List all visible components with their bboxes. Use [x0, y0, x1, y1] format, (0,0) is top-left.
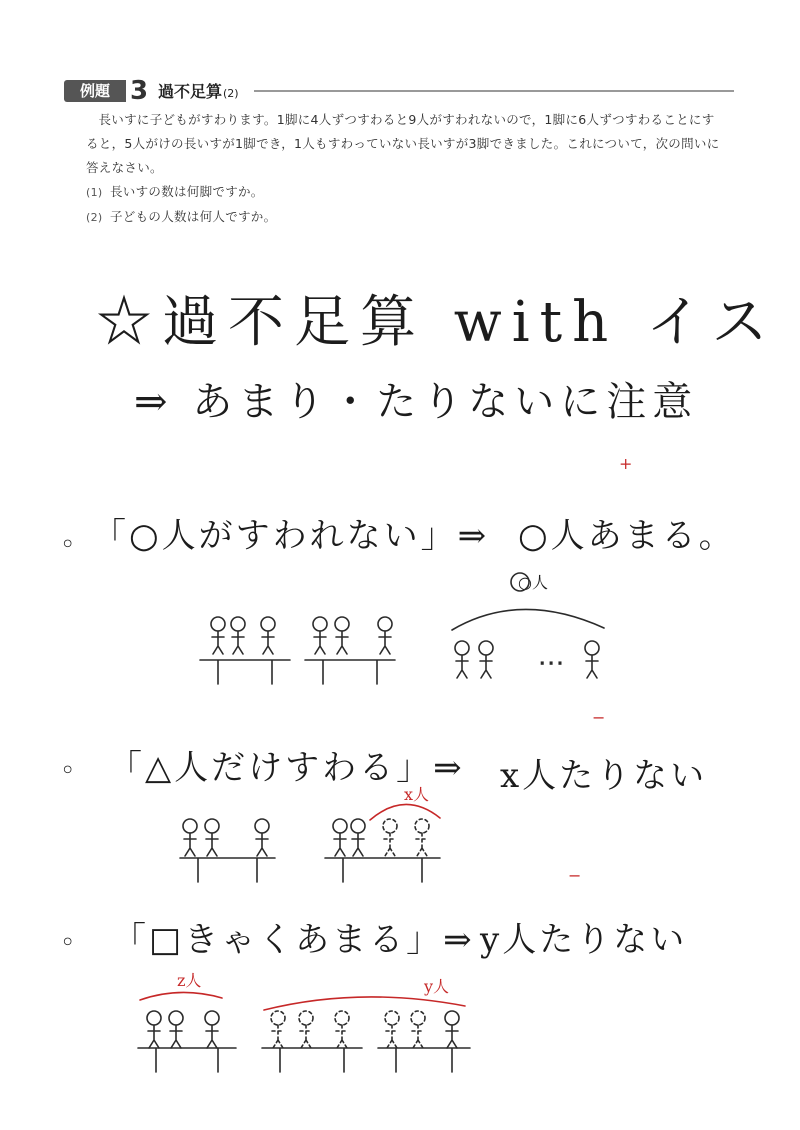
case3-result: y人たりない [480, 920, 688, 960]
r3-a-person-0-body [148, 1025, 160, 1048]
r3-c-person-0-body [446, 1025, 458, 1048]
r1-b-person-2-head [378, 617, 392, 631]
r1-extra-arc [452, 609, 604, 630]
r1-a-person-2-body [262, 631, 274, 654]
r2-b-empty-0-body [384, 833, 396, 856]
header-rule [254, 90, 734, 92]
r2-bench-b [325, 858, 440, 882]
case3-condition: 「□きゃくあまる」⇒ [112, 920, 475, 960]
r3-left-arc [140, 992, 222, 1000]
diagram2-label: x人 [404, 785, 430, 804]
r1-b-person-1-head [335, 617, 349, 631]
r2-b-person-1-head [351, 819, 365, 833]
topic-title-part: (2) [223, 87, 239, 100]
r1-b-person-0-head [313, 617, 327, 631]
r2-a-person-0-head [183, 819, 197, 833]
r3-b-empty-2-head [335, 1011, 349, 1025]
r2-a-person-1-body [206, 833, 218, 856]
r3-bench-c [378, 1048, 470, 1072]
r3-right-arc [264, 997, 465, 1010]
r3-c-person-0-head [445, 1011, 459, 1025]
r2-a-person-2-head [255, 819, 269, 833]
diagram3-label-left: z人 [177, 971, 202, 990]
r1-bench-b [305, 660, 395, 684]
topic-title [158, 81, 239, 105]
r1-c-person-2-body [586, 655, 598, 678]
question-1-number: (1) [86, 186, 103, 199]
plus-sign-mark: + [619, 454, 633, 473]
r1-c-person-1-head [479, 641, 493, 655]
r2-b-person-0-body [334, 833, 346, 856]
r1-bench-a [200, 660, 290, 684]
problem-statement [86, 108, 722, 230]
note-subheading: ⇒ あまり・たりないに注意 [134, 379, 699, 425]
r3-a-person-1-head [169, 1011, 183, 1025]
minus-sign-mark-1: − [592, 708, 606, 727]
problem-text: 長いすに子どもがすわります。1脚に4人ずつすわると9人がすわれないので，1脚に6人ずつすわることにすると，5人がけの長いすが1脚でき，1人もすわっていない長いすが3脚できました。これについて，次の問いに答えなさい。 [86, 112, 720, 175]
r1-b-person-1-body [336, 631, 348, 654]
example-number: 3 [130, 76, 149, 106]
r3-c-empty-1-body [412, 1025, 424, 1048]
r1-b-person-2-body [379, 631, 391, 654]
r1-a-person-2-head [261, 617, 275, 631]
r1-c-person-2-head [585, 641, 599, 655]
r2-a-person-2-body [256, 833, 268, 856]
bullet-2: ◦ [60, 756, 76, 786]
r2-arc [370, 804, 440, 820]
r1-c-person-1-body [480, 655, 492, 678]
question-1 [86, 180, 722, 205]
r2-a-person-0-body [184, 833, 196, 856]
r3-a-person-2-body [206, 1025, 218, 1048]
r2-b-empty-0-head [383, 819, 397, 833]
r1-c-person-0-body [456, 655, 468, 678]
r3-c-empty-0-body [386, 1025, 398, 1048]
r3-b-empty-1-body [300, 1025, 312, 1048]
r3-bench-b [262, 1048, 362, 1072]
case1-condition: 「○人がすわれない」⇒ [92, 516, 490, 556]
r1-a-person-1-head [231, 617, 245, 631]
r3-b-empty-0-body [272, 1025, 284, 1048]
question-1-text: 長いすの数は何脚ですか。 [110, 184, 264, 199]
case1-result: ○人あまる。 [518, 516, 736, 556]
bullet-3: ◦ [60, 928, 76, 958]
case2-condition: 「△人だけすわる」⇒ [108, 748, 465, 788]
r3-a-person-2-head [205, 1011, 219, 1025]
r1-a-person-0-body [212, 631, 224, 654]
bullet-1: ◦ [60, 530, 76, 560]
r1-a-person-0-head [211, 617, 225, 631]
question-2-number: (2) [86, 211, 103, 224]
example-badge: 例題 [64, 80, 126, 102]
r3-b-empty-2-body [336, 1025, 348, 1048]
minus-sign-mark-2: − [568, 866, 582, 885]
r3-c-empty-0-head [385, 1011, 399, 1025]
r1-ellipsis: · · · [540, 656, 563, 672]
r2-a-person-1-head [205, 819, 219, 833]
r2-b-empty-1-head [415, 819, 429, 833]
problem-header [64, 76, 734, 106]
r2-bench-a [180, 858, 275, 882]
question-2-text: 子どもの人数は何人ですか。 [110, 209, 277, 224]
r1-c-person-0-head [455, 641, 469, 655]
r1-b-person-0-body [314, 631, 326, 654]
topic-title-text: 過不足算 [158, 82, 223, 101]
r2-b-person-1-body [352, 833, 364, 856]
r2-b-empty-1-body [416, 833, 428, 856]
r3-bench-a [138, 1048, 236, 1072]
r3-b-empty-0-head [271, 1011, 285, 1025]
note-heading: ☆過不足算 with イス [96, 290, 778, 355]
r3-b-empty-1-head [299, 1011, 313, 1025]
r3-a-person-1-body [170, 1025, 182, 1048]
diagram1-label: ○人 [518, 573, 548, 592]
r1-a-person-1-body [232, 631, 244, 654]
diagram3-label-right: y人 [424, 977, 450, 996]
case2-result: x人たりない [500, 756, 708, 796]
question-2 [86, 205, 722, 230]
r3-a-person-0-head [147, 1011, 161, 1025]
r2-b-person-0-head [333, 819, 347, 833]
r3-c-empty-1-head [411, 1011, 425, 1025]
